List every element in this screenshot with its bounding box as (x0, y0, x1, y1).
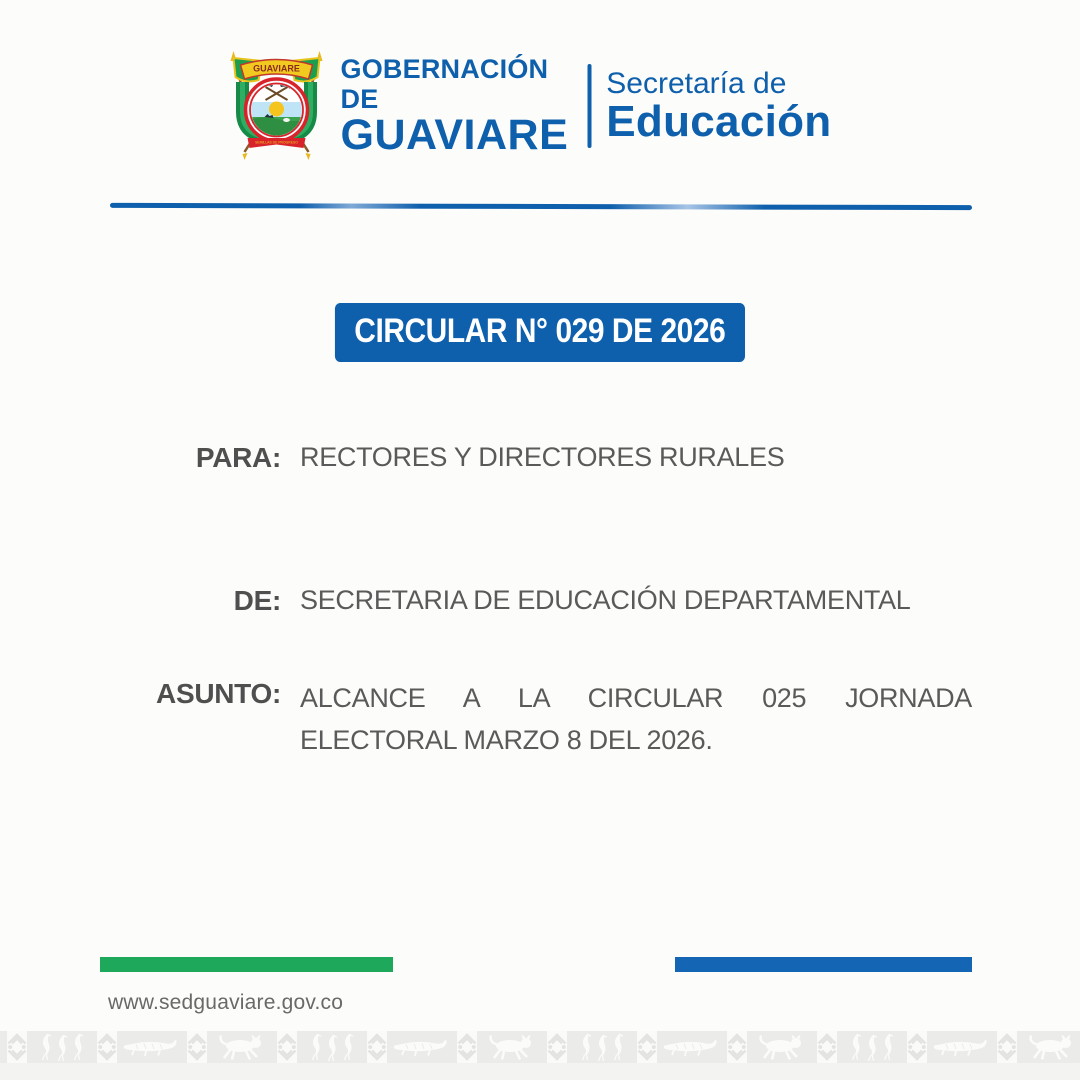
chevron-tile-icon (907, 1031, 927, 1063)
chevron-tile-icon (187, 1031, 207, 1063)
petroglyph-band (0, 1031, 1080, 1080)
chevron-tile-icon (7, 1031, 27, 1063)
chevron-tile-icon (97, 1031, 117, 1063)
coat-motto-text: SEMILLAS DE PROGRESO (255, 140, 298, 145)
circular-number-badge: CIRCULAR N° 029 DE 2026 (335, 303, 745, 362)
chevron-tile-icon (547, 1031, 567, 1063)
secretariat-line2: Educación (606, 96, 832, 146)
field-label-para: PARA: (195, 442, 281, 473)
field-row-asunto (148, 677, 972, 761)
field-value-para: RECTORES Y DIRECTORES RURALES (300, 442, 785, 472)
footer-blue-bar (675, 957, 972, 972)
chevron-tile-icon (637, 1031, 657, 1063)
chevron-tile-icon (727, 1031, 747, 1063)
field-label-asunto: ASUNTO: (156, 678, 281, 709)
field-value-de: SECRETARIA DE EDUCACIÓN DEPARTAMENTAL (300, 585, 911, 615)
coat-banner-text: GUAVIARE (253, 63, 300, 74)
petroglyph-band-pattern (0, 1031, 1080, 1063)
chevron-tile-icon (367, 1031, 387, 1063)
governorate-line2: GUAVIARE (340, 110, 569, 159)
chevron-tile-icon (277, 1031, 297, 1063)
governorate-line1: GOBERNACIÓN DE (340, 54, 549, 114)
footer-green-bar (100, 957, 393, 972)
field-row-de (148, 584, 972, 618)
chevron-tile-icon (997, 1031, 1017, 1063)
website-link[interactable]: www.sedguaviare.gov.co (108, 991, 344, 1014)
chevron-tile-icon (457, 1031, 477, 1063)
secretariat-line1: Secretaría de (606, 67, 787, 101)
field-value-asunto: ALCANCE A LA CIRCULAR 025 JORNADA ELECTORAL MARZO 8 DEL 2026. (300, 683, 972, 756)
circular-fields (148, 0, 972, 1080)
field-label-de: DE: (233, 585, 281, 616)
field-row-para (148, 441, 972, 475)
chevron-tile-icon (817, 1031, 837, 1063)
